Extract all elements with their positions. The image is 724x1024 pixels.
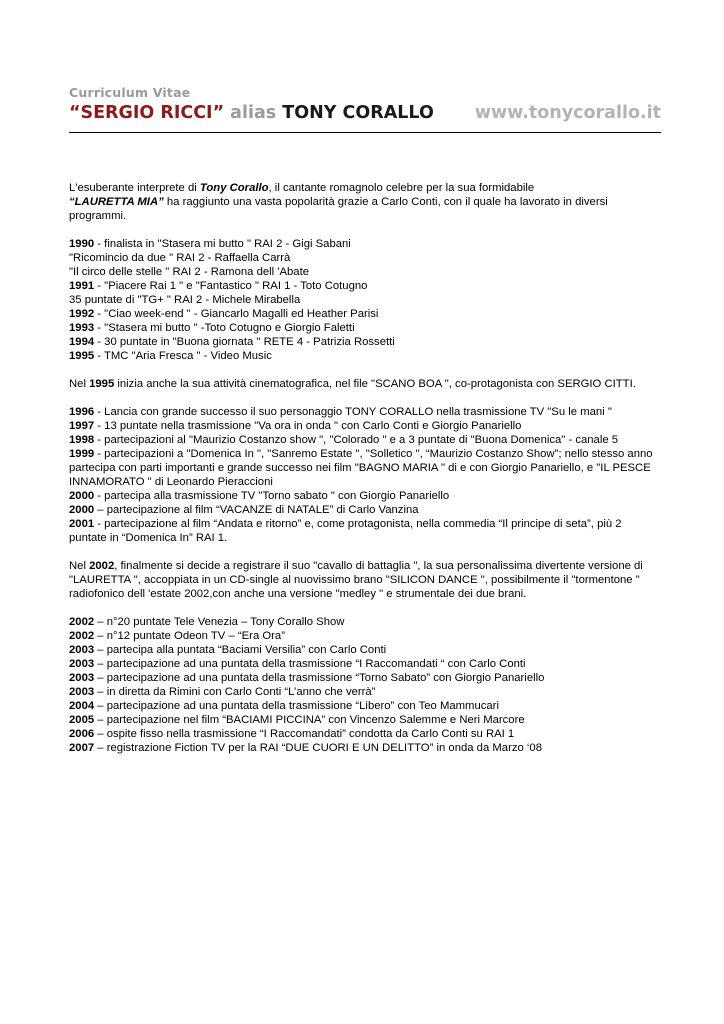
entry-text: – partecipazione ad una puntata della trasmissione “I Raccomandati “ con Carlo Conti bbox=[94, 658, 526, 670]
entry-text: – in diretta da Rimini con Carlo Conti “L’anno che verrà” bbox=[94, 686, 376, 698]
intro-text: ha raggiunto una vasta popolarità grazie a Carlo Conti, con il quale ha lavorato in diversi programmi. bbox=[69, 196, 608, 222]
entry-text: - finalista in "Stasera mi butto " RAI 2 - Gigi Sabani bbox=[94, 238, 351, 250]
entry-year: 1991 bbox=[69, 280, 95, 292]
intro-text: L'esuberante interprete di bbox=[69, 182, 200, 194]
lauretta-text: , finalmente si decide a registrare il suo "cavallo di battaglia ", la sua personalissima divertente versione di "LAURETTA ", accoppiata in un CD-single al nuovissimo brano "SILICON DANCE ", possibilmente il "tormentone " radiofonico dell 'estate 2002,con anche una versione "medley " e strumentale dei due brani. bbox=[69, 560, 643, 600]
entry-year: 1997 bbox=[69, 420, 95, 432]
entry-year: 2004 bbox=[69, 700, 95, 712]
career-entry bbox=[69, 727, 661, 741]
career-entry bbox=[69, 349, 661, 363]
career-entry bbox=[69, 671, 661, 685]
entry-year: 2000 bbox=[69, 504, 95, 516]
entry-text: "Il circo delle stelle " RAI 2 - Ramona dell 'Abate bbox=[69, 266, 309, 278]
entry-text: – partecipazione nel film “BACIAMI PICCINA” con Vincenzo Salemme e Neri Marcore bbox=[94, 714, 525, 726]
real-name: “SERGIO RICCI” bbox=[69, 103, 225, 123]
entry-year: 2003 bbox=[69, 644, 95, 656]
website-link[interactable]: www.tonycorallo.it bbox=[474, 103, 661, 123]
entry-text: "Ricomincio da due " RAI 2 - Raffaella Carrà bbox=[69, 252, 291, 264]
cinema-paragraph bbox=[69, 377, 661, 391]
career-1990s-list bbox=[69, 237, 661, 363]
intro-text: , il cantante romagnolo celebre per la sua formidabile bbox=[268, 182, 535, 194]
entry-year: 1990 bbox=[69, 238, 95, 250]
career-entry bbox=[69, 741, 661, 755]
career-entry bbox=[69, 489, 661, 503]
entry-text: – partecipazione al film “VACANZE di NATALE” di Carlo Vanzina bbox=[94, 504, 419, 516]
career-entry bbox=[69, 643, 661, 657]
header-divider bbox=[69, 132, 661, 133]
entry-text: – n°12 puntate Odeon TV – “Era Ora” bbox=[94, 630, 285, 642]
career-entry bbox=[69, 335, 661, 349]
entry-year: 1992 bbox=[69, 308, 95, 320]
title-row bbox=[69, 101, 661, 131]
entry-text: - "Stasera mi butto " -Toto Cotugno e Giorgio Faletti bbox=[94, 322, 355, 334]
document-title bbox=[69, 103, 434, 123]
entry-year: 1993 bbox=[69, 322, 95, 334]
entry-year: 2006 bbox=[69, 728, 95, 740]
career-entry bbox=[69, 405, 661, 419]
career-entry bbox=[69, 657, 661, 671]
entry-year: 2002 bbox=[69, 616, 95, 628]
entry-text: - partecipa alla trasmissione TV "Torno sabato " con Giorgio Panariello bbox=[94, 490, 450, 502]
stage-name: TONY CORALLO bbox=[282, 103, 434, 123]
entry-text: – n°20 puntate Tele Venezia – Tony Corallo Show bbox=[94, 616, 345, 628]
entry-text: – registrazione Fiction TV per la RAI “DUE CUORI E UN DELITTO” in onda da Marzo ‘08 bbox=[94, 742, 542, 754]
entry-year: 2007 bbox=[69, 742, 95, 754]
entry-year: 2001 bbox=[69, 518, 95, 530]
career-entry bbox=[69, 321, 661, 335]
career-entry bbox=[69, 615, 661, 629]
career-entry bbox=[69, 293, 661, 307]
entry-year: 1995 bbox=[69, 350, 95, 362]
lauretta-paragraph bbox=[69, 559, 661, 601]
career-entry bbox=[69, 237, 661, 251]
career-entry bbox=[69, 699, 661, 713]
entry-text: - partecipazione al film “Andata e ritorno” e, come protagonista, nella commedia “Il principe di seta”, più 2 puntate in “Domenica In” RAI 1. bbox=[69, 518, 622, 544]
career-entry bbox=[69, 685, 661, 699]
cinema-text: Nel bbox=[69, 378, 90, 390]
entry-text: - 30 puntate in "Buona giornata " RETE 4 - Patrizia Rossetti bbox=[94, 336, 395, 348]
entry-year: 2000 bbox=[69, 490, 95, 502]
intro-paragraph bbox=[69, 181, 661, 223]
entry-year: 2005 bbox=[69, 714, 95, 726]
entry-text: - "Ciao week-end " - Giancarlo Magalli ed Heather Parisi bbox=[94, 308, 379, 320]
entry-text: - 13 puntate nella trasmissione "Va ora in onda " con Carlo Conti e Giorgio Panariello bbox=[94, 420, 522, 432]
entry-text: - Lancia con grande successo il suo personaggio TONY CORALLO nella trasmissione TV "Su le mani " bbox=[94, 406, 612, 418]
career-entry bbox=[69, 251, 661, 265]
career-entry bbox=[69, 447, 661, 489]
career-entry bbox=[69, 713, 661, 727]
entry-year: 1996 bbox=[69, 406, 95, 418]
entry-text: - "Piacere Rai 1 " e "Fantastico " RAI 1 - Toto Cotugno bbox=[94, 280, 368, 292]
career-entry bbox=[69, 433, 661, 447]
career-2000s-list bbox=[69, 615, 661, 755]
intro-name: Tony Corallo bbox=[199, 182, 269, 194]
career-entry bbox=[69, 279, 661, 293]
entry-text: – ospite fisso nella trasmissione “I Raccomandati” condotta da Carlo Conti su RAI 1 bbox=[94, 728, 515, 740]
cinema-year: 1995 bbox=[89, 378, 115, 390]
cv-label: Curriculum Vitae bbox=[69, 85, 191, 100]
entry-year: 2003 bbox=[69, 686, 95, 698]
lauretta-text: Nel bbox=[69, 560, 90, 572]
entry-year: 2003 bbox=[69, 658, 95, 670]
career-entry bbox=[69, 265, 661, 279]
cv-header bbox=[69, 85, 661, 131]
intro-song: “LAURETTA MIA” bbox=[69, 196, 164, 208]
lauretta-year: 2002 bbox=[89, 560, 115, 572]
career-late-1990s-list bbox=[69, 405, 661, 545]
entry-year: 2002 bbox=[69, 630, 95, 642]
career-entry bbox=[69, 517, 661, 545]
career-entry bbox=[69, 419, 661, 433]
career-entry bbox=[69, 307, 661, 321]
entry-year: 2003 bbox=[69, 672, 95, 684]
cv-body bbox=[69, 181, 661, 755]
entry-text: - partecipazioni a "Domenica In ", "Sanremo Estate ", "Solletico ", “Maurizio Costanzo Show”; nello stesso anno partecipa con parti importanti e grande successo nei film "BAGNO MARIA " di e con Giorgio Panariello, e "IL PESCE INNAMORATO " di Leonardo Pieraccioni bbox=[69, 448, 653, 488]
entry-text: 35 puntate di "TG+ " RAI 2 - Michele Mirabella bbox=[69, 294, 301, 306]
entry-year: 1998 bbox=[69, 434, 95, 446]
cinema-text: inizia anche la sua attività cinematografica, nel file "SCANO BOA ", co-protagonista con SERGIO CITTI. bbox=[114, 378, 636, 390]
entry-year: 1999 bbox=[69, 448, 95, 460]
alias-label: alias bbox=[224, 103, 283, 123]
entry-text: – partecipazione ad una puntata della trasmissione “Torno Sabato” con Giorgio Panariello bbox=[94, 672, 545, 684]
entry-text: – partecipa alla puntata “Baciami Versilia” con Carlo Conti bbox=[94, 644, 387, 656]
entry-year: 1994 bbox=[69, 336, 95, 348]
career-entry bbox=[69, 503, 661, 517]
entry-text: - TMC "Aria Fresca " - Video Music bbox=[94, 350, 272, 362]
entry-text: – partecipazione ad una puntata della trasmissione “Libero” con Teo Mammucari bbox=[94, 700, 499, 712]
entry-text: - partecipazioni al "Maurizio Costanzo show ", "Colorado " e a 3 puntate di "Buona Domenica" - canale 5 bbox=[94, 434, 619, 446]
career-entry bbox=[69, 629, 661, 643]
